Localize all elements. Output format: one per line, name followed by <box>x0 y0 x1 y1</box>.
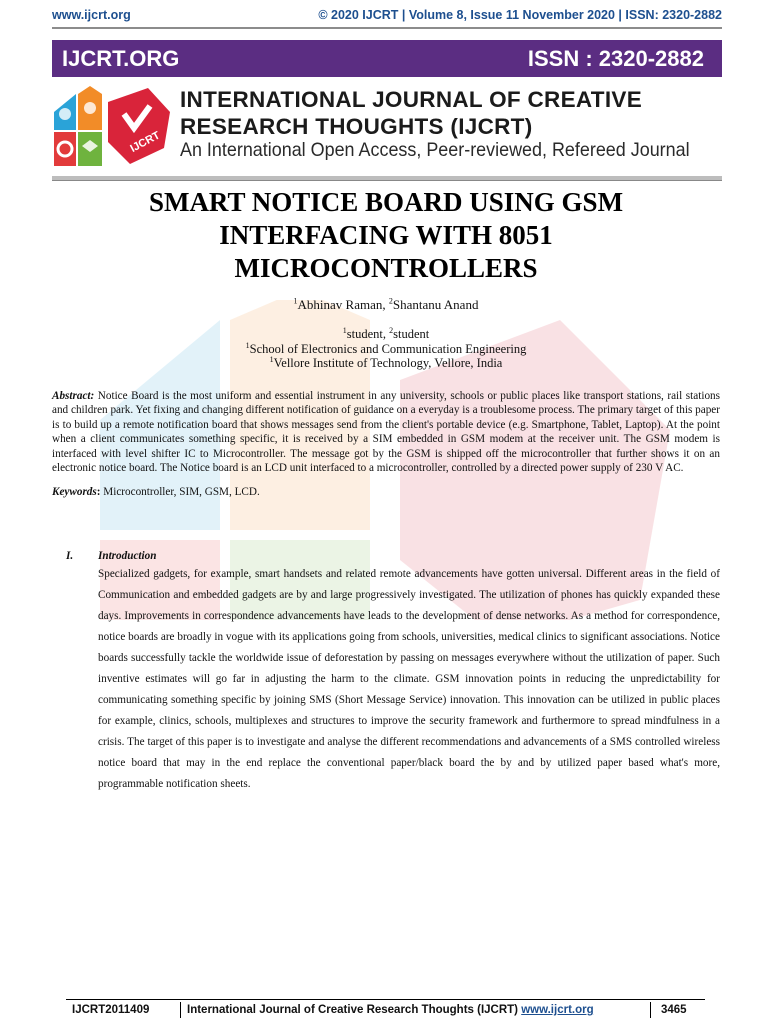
role2-sup: 2 <box>389 325 394 335</box>
role1: student, <box>346 327 390 341</box>
paper-title-line2: INTERFACING WITH 8051 <box>219 220 553 250</box>
footer-journal <box>181 1002 650 1018</box>
author-list <box>52 297 720 313</box>
ijcrt-logo-icon <box>52 84 174 168</box>
school-sup: 1 <box>245 340 250 350</box>
masthead-divider <box>52 176 722 181</box>
footer-divider <box>66 999 705 1000</box>
author1-name: Abhinav Raman, <box>297 297 389 312</box>
abstract-label: Abstract: <box>52 389 95 402</box>
abstract-text: Notice Board is the most uniform and essential instrument in any university, schools or public places like transport stations, rail stations and children park. Yet fixing and changing different notification of guidance on a everyday is a troublesome process. The primary target of this paper is to build up a remote notification board that shows messages send from the client's portable device (e.g. Smartphone, Tablet, Laptop). At the point when a client communicates something specific, it is received by a SIM embedded in GSM modem at the receiver unit. The GSM modem is interfaced with level shifter IC to Microcontroller. The message got by the GSM is shipped off the microcontroller that further shows it on an electronic notice board. The Notice board is an LCD unit interfaced to a microcontroller, controlled by a directed power supply of 230 V AC. <box>52 389 720 474</box>
logo-text: IJCRT <box>128 129 163 155</box>
role1-sup: 1 <box>342 325 347 335</box>
section-heading <box>52 550 720 562</box>
section-number: I. <box>66 549 74 562</box>
author2-name: Shantanu Anand <box>392 297 479 312</box>
header-divider <box>52 27 722 29</box>
running-header <box>52 6 722 24</box>
school-line <box>52 342 720 357</box>
keywords-colon: : <box>96 485 101 498</box>
author1-sup: 1 <box>293 296 298 306</box>
role2: student <box>393 327 430 341</box>
issue-meta: © 2020 IJCRT | Volume 8, Issue 11 November 2020 | ISSN: 2320-2882 <box>318 8 722 22</box>
banner-site: IJCRT.ORG <box>62 45 180 71</box>
journal-banner <box>52 40 722 77</box>
journal-title <box>180 86 720 140</box>
paper-body <box>52 186 720 795</box>
page-number: 3465 <box>650 1002 705 1018</box>
author2-sup: 2 <box>388 296 393 306</box>
site-link[interactable]: www.ijcrt.org <box>52 8 131 22</box>
keywords <box>52 486 720 498</box>
keywords-label: Keywords <box>52 485 97 498</box>
author-roles <box>52 327 720 342</box>
keywords-text: Microcontroller, SIM, GSM, LCD. <box>100 485 260 498</box>
paper-id: IJCRT2011409 <box>66 1002 181 1018</box>
inst-sup: 1 <box>269 354 274 364</box>
journal-subtitle: An International Open Access, Peer-reviewed, Refereed Journal <box>180 139 690 161</box>
journal-title-line1: INTERNATIONAL JOURNAL OF CREATIVE <box>180 87 642 112</box>
journal-title-line2: RESEARCH THOUGHTS (IJCRT) <box>180 114 533 139</box>
paper-title-line1: SMART NOTICE BOARD USING GSM <box>148 187 624 217</box>
banner-issn: ISSN : 2320-2882 <box>527 45 704 71</box>
footer-url-link[interactable]: www.ijcrt.org <box>521 1004 594 1016</box>
affiliations <box>52 327 720 371</box>
paper-title-line3: MICROCONTROLLERS <box>234 253 538 283</box>
paper-title <box>52 186 720 285</box>
institution-name: Vellore Institute of Technology, Vellore, India <box>273 356 503 370</box>
section-title: Introduction <box>98 549 157 562</box>
page-footer <box>66 1001 705 1019</box>
institution-line <box>52 356 720 371</box>
abstract <box>52 389 720 476</box>
footer-journal-name: International Journal of Creative Research Thoughts (IJCRT) <box>187 1004 522 1016</box>
school-name: School of Electronics and Communication Engineering <box>249 341 527 356</box>
intro-paragraph: Specialized gadgets, for example, smart handsets and related remote advancements have gotten universal. Different areas in the field of Communication and embedded gadgets are by and large progressively investigated. The utilization of phones has quickly expanded these days. Improvements in correspondence advancements have leads to the development of dense networks. As a method for correspondence, notice boards are broadly in vogue with its applications going from schools, universities, medical clinics to significant associations. Notice boards successfully tackle the worldwide issue of deforestation by passing on messages everywhere without the utilization of paper. Such inventive estimates will go far in adjusting the harm to the climate. GSM innovation points in reducing the unpredictability for communicating something specific by joining SMS (Short Message Service) innovation. This innovation can be utilized in public places for example, clinics, schools, multiplexes and structures to improve the security framework and furthermore to spread mindfulness in a crisis. The target of this paper is to investigate and analyse the different recommendations and advancements of a SMS controlled wireless notice board that may in the end replace the conventional paper/black board the by and by utilized paper based what's more, programmable notification sheets. <box>98 567 720 790</box>
